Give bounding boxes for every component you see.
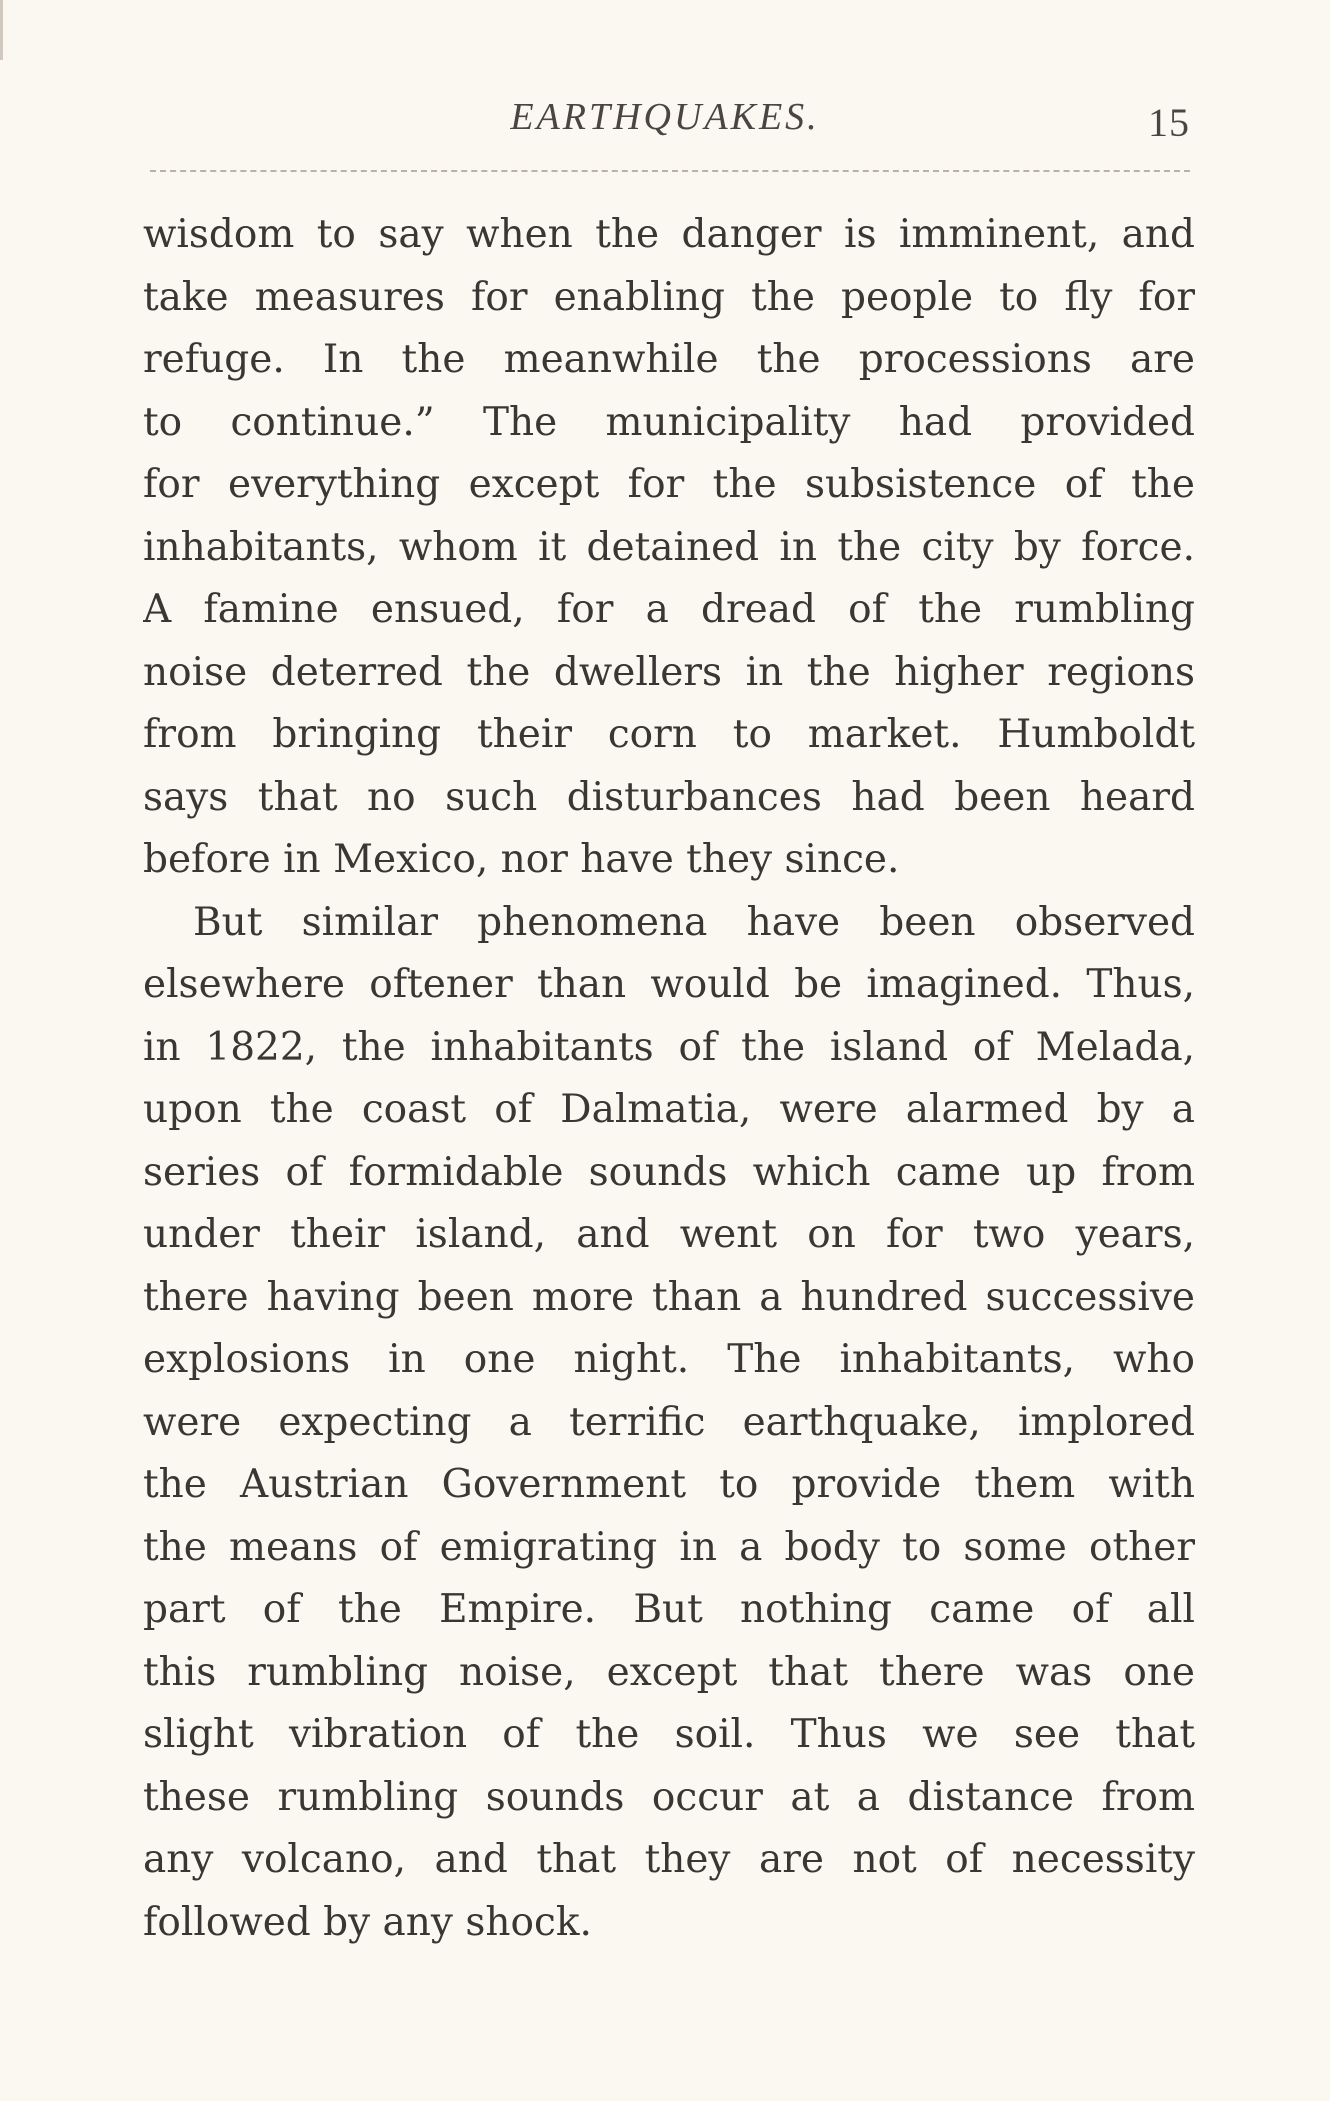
text-line: upon the coast of Dalmatia, were alarmed by a	[143, 1087, 1195, 1132]
text-line: were expecting a terrific earthquake, implored	[143, 1399, 1195, 1445]
paragraph-2	[143, 892, 1195, 1955]
page-number: 15	[1148, 100, 1190, 145]
text-line: before in Mexico, nor have they since.	[143, 837, 900, 882]
body-text	[143, 204, 1195, 1954]
text-line: inhabitants, whom it detained in the city by force.	[143, 524, 1195, 570]
text-line: there having been more than a hundred successive	[143, 1274, 1195, 1320]
text-line: series of formidable sounds which came up from	[143, 1149, 1195, 1195]
text-line: A famine ensued, for a dread of the rumbling	[143, 587, 1195, 632]
text-line: the means of emigrating in a body to some other	[143, 1524, 1195, 1570]
text-line: in 1822, the inhabitants of the island of Melada,	[143, 1024, 1195, 1070]
text-line: wisdom to say when the danger is imminent, and	[143, 212, 1195, 257]
text-line: But similar phenomena have been observed	[193, 899, 1195, 945]
running-title: EARTHQUAKES.	[510, 96, 820, 138]
text-line: slight vibration of the soil. Thus we see that	[143, 1712, 1195, 1757]
text-line: for everything except for the subsistence of the	[143, 462, 1195, 507]
page-edge-mark	[0, 0, 3, 60]
running-head	[140, 95, 1190, 155]
header-rule	[150, 170, 1190, 172]
text-line: followed by any shock.	[143, 1899, 592, 1945]
text-line: explosions in one night. The inhabitants, who	[143, 1337, 1195, 1382]
text-line: part of the Empire. But nothing came of all	[143, 1587, 1195, 1632]
text-line: from bringing their corn to market. Humboldt	[143, 712, 1195, 757]
paragraph-1	[143, 204, 1195, 892]
text-line: refuge. In the meanwhile the processions are	[143, 337, 1195, 382]
text-line: elsewhere oftener than would be imagined. Thus,	[143, 962, 1195, 1007]
text-line: these rumbling sounds occur at a distance from	[143, 1774, 1195, 1820]
text-line: this rumbling noise, except that there was one	[143, 1649, 1195, 1695]
text-line: the Austrian Government to provide them with	[143, 1462, 1195, 1507]
text-line: any volcano, and that they are not of necessity	[143, 1837, 1195, 1882]
text-line: to continue.” The municipality had provided	[143, 399, 1195, 445]
text-line: take measures for enabling the people to fly for	[143, 274, 1195, 320]
text-line: says that no such disturbances had been heard	[143, 774, 1195, 820]
text-line: noise deterred the dwellers in the higher regions	[143, 649, 1195, 695]
text-line: under their island, and went on for two years,	[143, 1212, 1195, 1257]
